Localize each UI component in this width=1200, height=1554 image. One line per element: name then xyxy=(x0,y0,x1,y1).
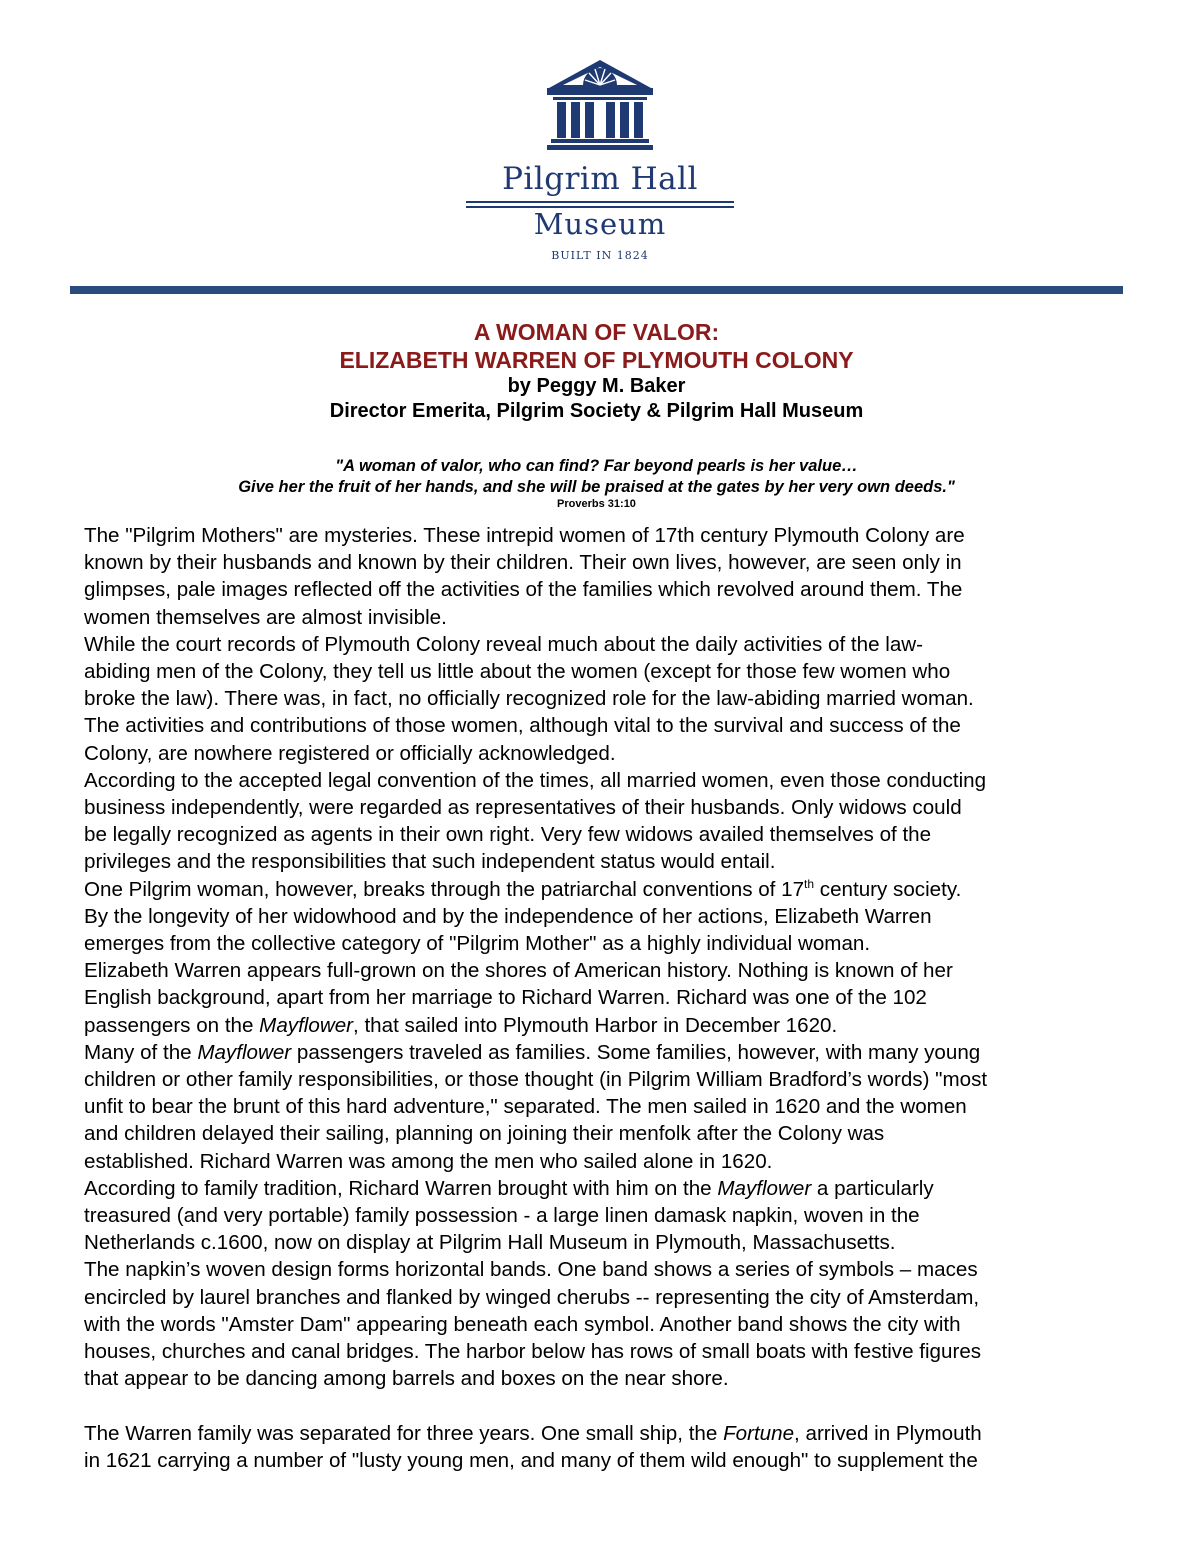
body-line: in 1621 carrying a number of "lusty young men, and many of them wild enough" to supplement the xyxy=(84,1448,978,1472)
epigraph-source: Proverbs 31:10 xyxy=(557,498,636,510)
body-line: treasured (and very portable) family possession - a large linen damask napkin, woven in the xyxy=(84,1204,920,1228)
text-run: passengers traveled as families. Some families, however, with many young xyxy=(291,1040,981,1064)
title-line2: ELIZABETH WARREN OF PLYMOUTH COLONY xyxy=(339,347,854,373)
logo-name-line1: Pilgrim Hall xyxy=(502,161,698,197)
body-line: children or other family responsibilities, or those thought (in Pilgrim William Bradford’s words) "most xyxy=(84,1068,988,1092)
body-line: broke the law). There was, in fact, no officially recognized role for the law-abiding married woman. xyxy=(84,687,974,711)
epigraph-line1: "A woman of valor, who can find? Far beyond pearls is her value… xyxy=(335,457,858,475)
body-line xyxy=(84,1039,1124,1066)
body-line: The napkin’s woven design forms horizontal bands. One band shows a series of symbols – maces xyxy=(84,1258,978,1282)
logo-rule xyxy=(466,201,734,203)
text-run: Many of the xyxy=(84,1040,198,1064)
body-line xyxy=(84,1175,1124,1202)
body-line: The activities and contributions of those women, although vital to the survival and success of the xyxy=(84,714,961,738)
text-run: The Warren family was separated for three years. One small ship, the xyxy=(84,1421,724,1445)
body-line: Colony, are nowhere registered or officially acknowledged. xyxy=(84,741,616,765)
paragraph-gap xyxy=(84,1393,1124,1420)
epigraph-line2: Give her the fruit of her hands, and she will be praised at the gates by her very own deeds." xyxy=(238,478,955,496)
body-line: encircled by laurel branches and flanked by winged cherubs -- representing the city of Amsterdam, xyxy=(84,1285,980,1309)
body-line: be legally recognized as agents in their own right. Very few widows availed themselves of the xyxy=(84,823,932,847)
body-line: established. Richard Warren was among the men who sailed alone in 1620. xyxy=(84,1149,773,1173)
body-line: women themselves are almost invisible. xyxy=(84,605,447,629)
body-line: that appear to be dancing among barrels and boxes on the near shore. xyxy=(84,1367,729,1391)
body-line: Elizabeth Warren appears full-grown on the shores of American history. Nothing is known of her xyxy=(84,959,953,983)
body-line: business independently, were regarded as representatives of their husbands. Only widows could xyxy=(84,796,962,820)
body-line: and children delayed their sailing, planning on joining their menfolk after the Colony was xyxy=(84,1122,885,1146)
logo-name-line2: Museum xyxy=(533,207,667,241)
ship-name: Mayflower xyxy=(717,1176,812,1200)
body-line: with the words "Amster Dam" appearing beneath each symbol. Another band shows the city with xyxy=(84,1312,961,1336)
ship-name: Fortune xyxy=(723,1421,795,1445)
title-block xyxy=(70,318,1123,424)
text-run: passengers on the xyxy=(84,1013,260,1037)
logo-tagline: BUILT IN 1824 xyxy=(551,249,649,262)
body-line: glimpses, pale images reflected off the activities of the families which revolved around them. The xyxy=(84,578,963,602)
body-line: English background, apart from her marriage to Richard Warren. Richard was one of the 102 xyxy=(84,986,927,1010)
body-line: Netherlands c.1600, now on display at Pilgrim Hall Museum in Plymouth, Massachusetts. xyxy=(84,1231,896,1255)
body-line: While the court records of Plymouth Colony reveal much about the daily activities of the law- xyxy=(84,632,924,656)
text-run: , that sailed into Plymouth Harbor in December 1620. xyxy=(353,1013,838,1037)
body-line: houses, churches and canal bridges. The harbor below has rows of small boats with festive figures xyxy=(84,1340,982,1364)
body-line: According to the accepted legal convention of the times, all married women, even those conducting xyxy=(84,768,987,792)
author-byline: by Peggy M. Baker xyxy=(507,375,686,397)
text-run: a particularly xyxy=(811,1176,934,1200)
ship-name: Mayflower xyxy=(259,1013,354,1037)
body-line: known by their husbands and known by their children. Their own lives, however, are seen only in xyxy=(84,551,962,575)
body-line: privileges and the responsibilities that such independent status would entail. xyxy=(84,850,776,874)
text-run: century society. xyxy=(814,877,962,901)
text-run: , arrived in Plymouth xyxy=(794,1421,982,1445)
epigraph xyxy=(70,456,1123,511)
body-line xyxy=(84,1012,1124,1039)
ship-name: Mayflower xyxy=(197,1040,292,1064)
text-run: According to family tradition, Richard Warren brought with him on the xyxy=(84,1176,718,1200)
body-line: emerges from the collective category of "Pilgrim Mother" as a highly individual woman. xyxy=(84,932,871,956)
body-line: unfit to bear the brunt of this hard adventure," separated. The men sailed in 1620 and the women xyxy=(84,1095,967,1119)
building-icon xyxy=(545,58,655,150)
superscript: th xyxy=(804,876,815,891)
body-line xyxy=(84,876,1124,903)
title-line1: A WOMAN OF VALOR: xyxy=(473,319,720,345)
text-run: One Pilgrim woman, however, breaks through the patriarchal conventions of 17 xyxy=(84,877,805,901)
header-divider xyxy=(70,286,1123,294)
author-role: Director Emerita, Pilgrim Society & Pilgrim Hall Museum xyxy=(329,400,864,422)
museum-logo xyxy=(440,58,760,268)
article-body xyxy=(84,522,1124,1474)
body-line xyxy=(84,1420,1124,1447)
body-line: abiding men of the Colony, they tell us little about the women (except for those few women who xyxy=(84,660,951,684)
body-line: The "Pilgrim Mothers" are mysteries. These intrepid women of 17th century Plymouth Colony are xyxy=(84,524,965,547)
body-line: By the longevity of her widowhood and by the independence of her actions, Elizabeth Warren xyxy=(84,904,932,928)
